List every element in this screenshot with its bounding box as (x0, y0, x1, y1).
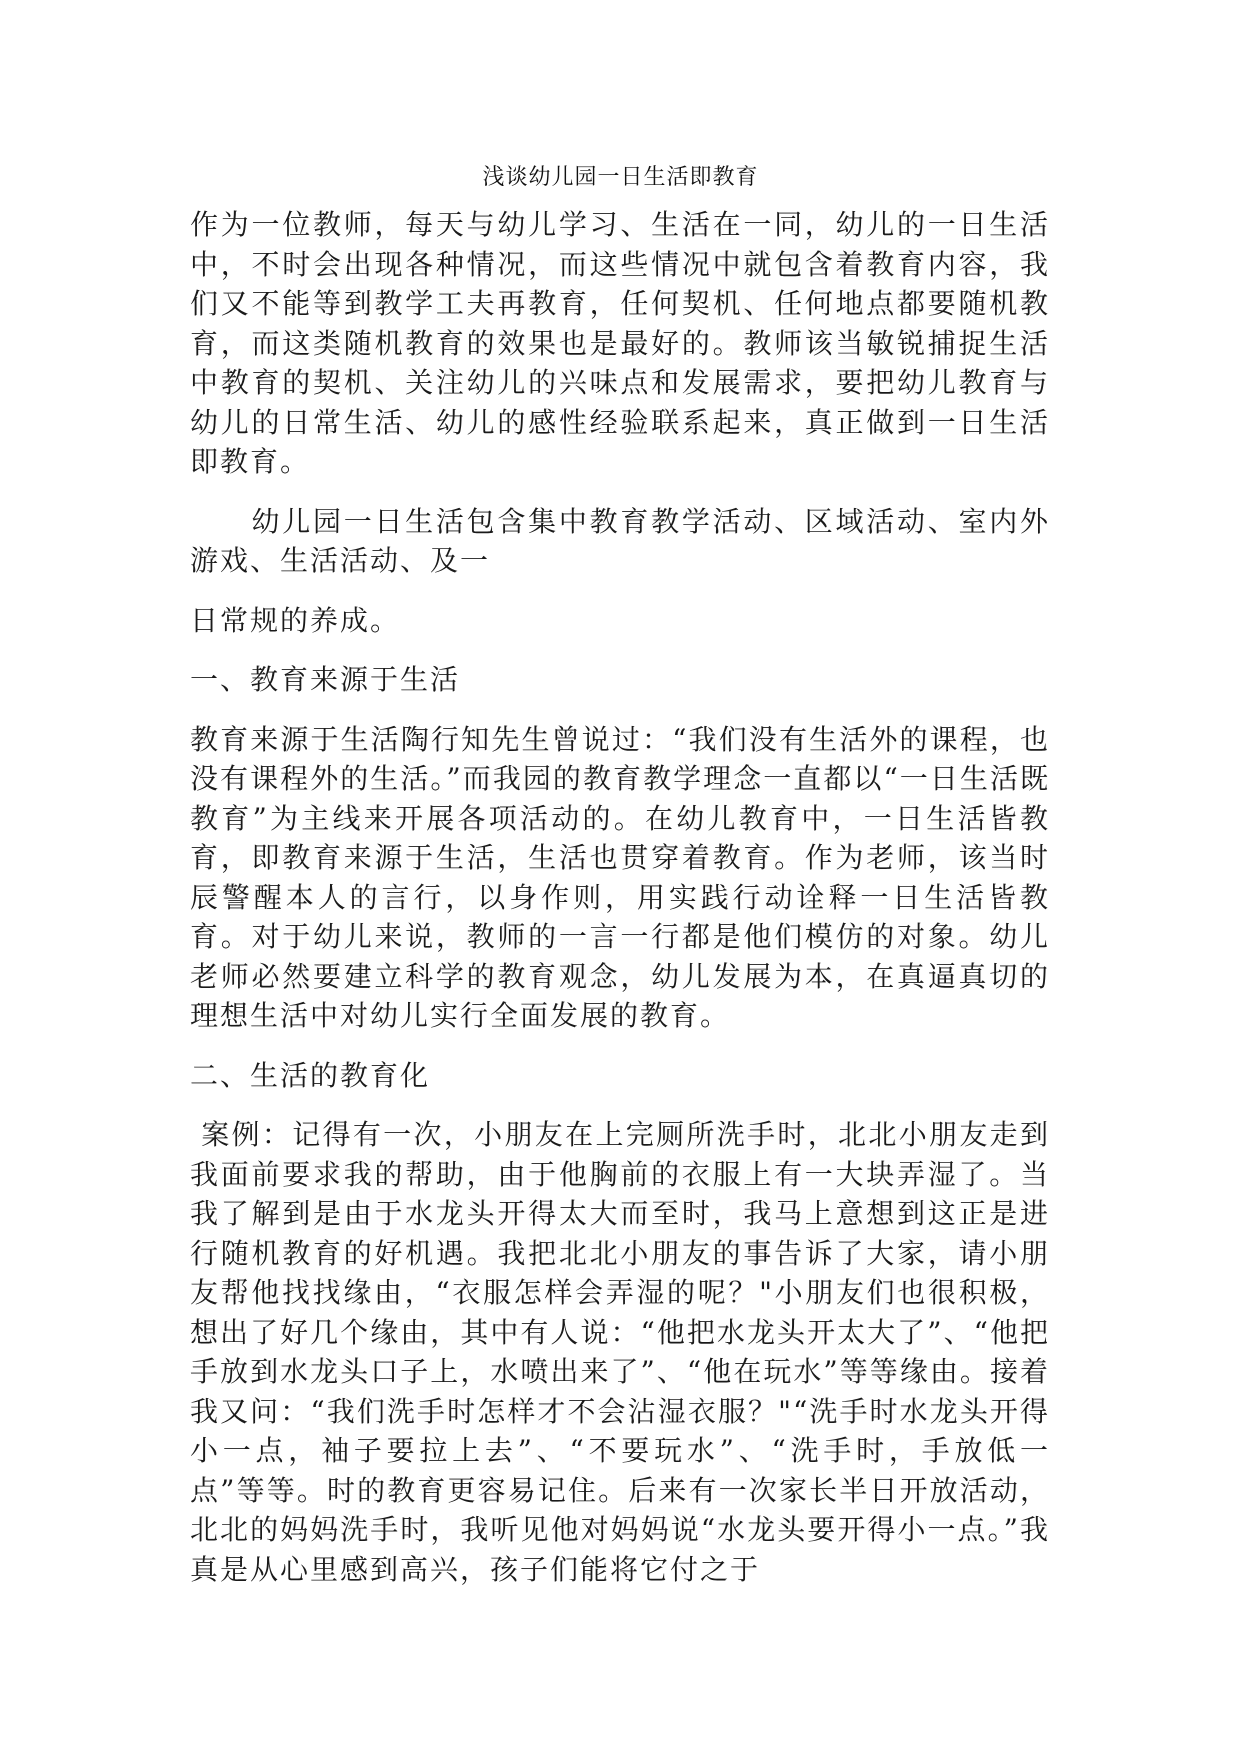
document-title: 浅谈幼儿园一日生活即教育 (482, 165, 759, 190)
intro-paragraph: 作为一位教师，每天与幼儿学习、生活在一同，幼儿的一日生活中，不时会出现各种情况，而这些情况中就包含着教育内容，我们又不能等到教学工夫再教育，任何契机、任何地点都要随机教育，而这类随机教育的效果也是最好的。教师该当敏锐捕捉生活中教育的契机、关注幼儿的兴味点和发展需求，要把幼儿教育与幼儿的日常生活、幼儿的感性经验联系起来，真正做到一日生活即教育。 (190, 208, 1050, 478)
overview-paragraph-continued: 日常规的养成。 (190, 603, 401, 637)
section-heading-1: 一、教育来源于生活 (190, 663, 461, 696)
document-body (190, 205, 1050, 1589)
section-1-paragraph: 教育来源于生活陶行知先生曾说过：“我们没有生活外的课程，也没有课程外的生活。”而我园的教育教学理念一直都以“一日生活既教育”为主线来开展各项活动的。在幼儿教育中，一日生活皆教育，即教育来源于生活，生活也贯穿着教育。作为老师，该当时辰警醒本人的言行，以身作则，用实践行动诠释一日生活皆教育。对于幼儿来说，教师的一言一行都是他们模仿的对象。幼儿老师必然要建立科学的教育观念，幼儿发展为本，在真逼真切的理想生活中对幼儿实行全面发展的教育。 (190, 722, 1050, 1032)
section-heading-2: 二、生活的教育化 (190, 1058, 431, 1092)
overview-paragraph: 幼儿园一日生活包含集中教育教学活动、区域活动、室内外游戏、生活活动、及一 (190, 504, 1050, 577)
section-2-paragraph: 案例：记得有一次，小朋友在上完厕所洗手时，北北小朋友走到我面前要求我的帮助，由于他胸前的衣服上有一大块弄湿了。当我了解到是由于水龙头开得太大而至时，我马上意想到这正是进行随机教育的好机遇。我把北北小朋友的事告诉了大家，请小朋友帮他找找缘由，“衣服怎样会弄湿的呢？"小朋友们也很积极，想出了好几个缘由，其中有人说：“他把水龙头开太大了”、“他把手放到水龙头口子上，水喷出来了”、“他在玩水”等等缘由。接着我又问：“我们洗手时怎样才不会沾湿衣服？"“洗手时水龙头开得小一点，袖子要拉上去”、“不要玩水”、“洗手时，手放低一点”等等。时的教育更容易记住。后来有一次家长半日开放活动，北北的妈妈洗手时，我听见他对妈妈说“水龙头要开得小一点。”我真是从心里感到高兴，孩子们能将它付之于 (190, 1118, 1050, 1586)
